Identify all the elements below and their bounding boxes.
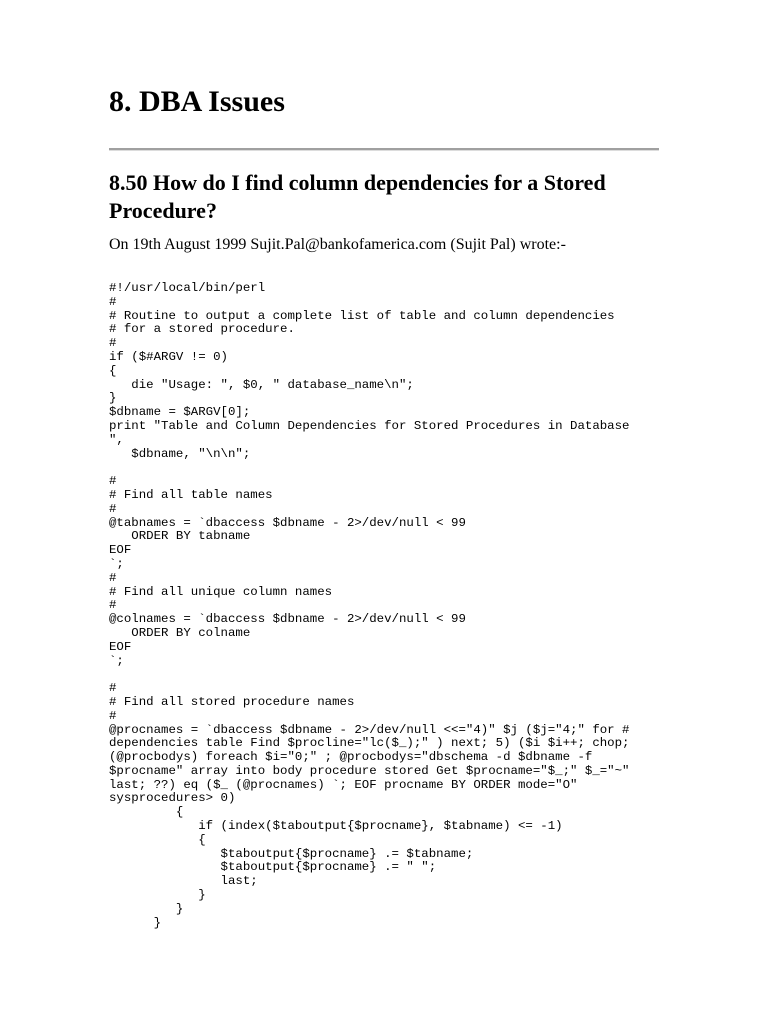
section-title: 8.50 How do I find column dependencies for a Stored Procedure? — [109, 170, 606, 223]
byline: On 19th August 1999 Sujit.Pal@bankofamerica.com (Sujit Pal) wrote:- — [109, 236, 566, 253]
chapter-title: 8. DBA Issues — [109, 85, 285, 118]
horizontal-rule — [109, 148, 659, 151]
perl-code-block: #!/usr/local/bin/perl # # Routine to output a complete list of table and column dependencies # for a stored procedure. # if ($#ARGV != 0) { die "Usage: ", $0, " database_name\n"; } $dbname = $ARGV[0]; print "Table and Column Dependencies for Stored Procedures in Database ", $dbname, "\n\n"; # # Find all table names # @tabnames = `dbaccess $dbname - 2>/dev/null < 99 ORDER BY tabname EOF `; # # Find all unique column names # @colnames = `dbaccess $dbname - 2>/dev/null < 99 ORDER BY colname EOF `; # # Find all stored procedure names # @procnames = `dbaccess $dbname - 2>/dev/null <<="4)" $j ($j="4;" for # dependencies table Find $procline="lc($_);" ) next; 5) ($i $i++; chop; (@procbodys) foreach $i="0;" ; @procbodys="dbschema -d $dbname -f $procname" array into body procedure stored Get $procname="$_;" $_="~" last; ??) eq ($_ (@procnames) `; EOF procname BY ORDER mode="O" sysprocedures> 0) { if (index($taboutput{$procname}, $tabname) <= -1) { $taboutput{$procname} .= $tabname; $taboutput{$procname} .= " "; last; } } } — [109, 281, 630, 930]
